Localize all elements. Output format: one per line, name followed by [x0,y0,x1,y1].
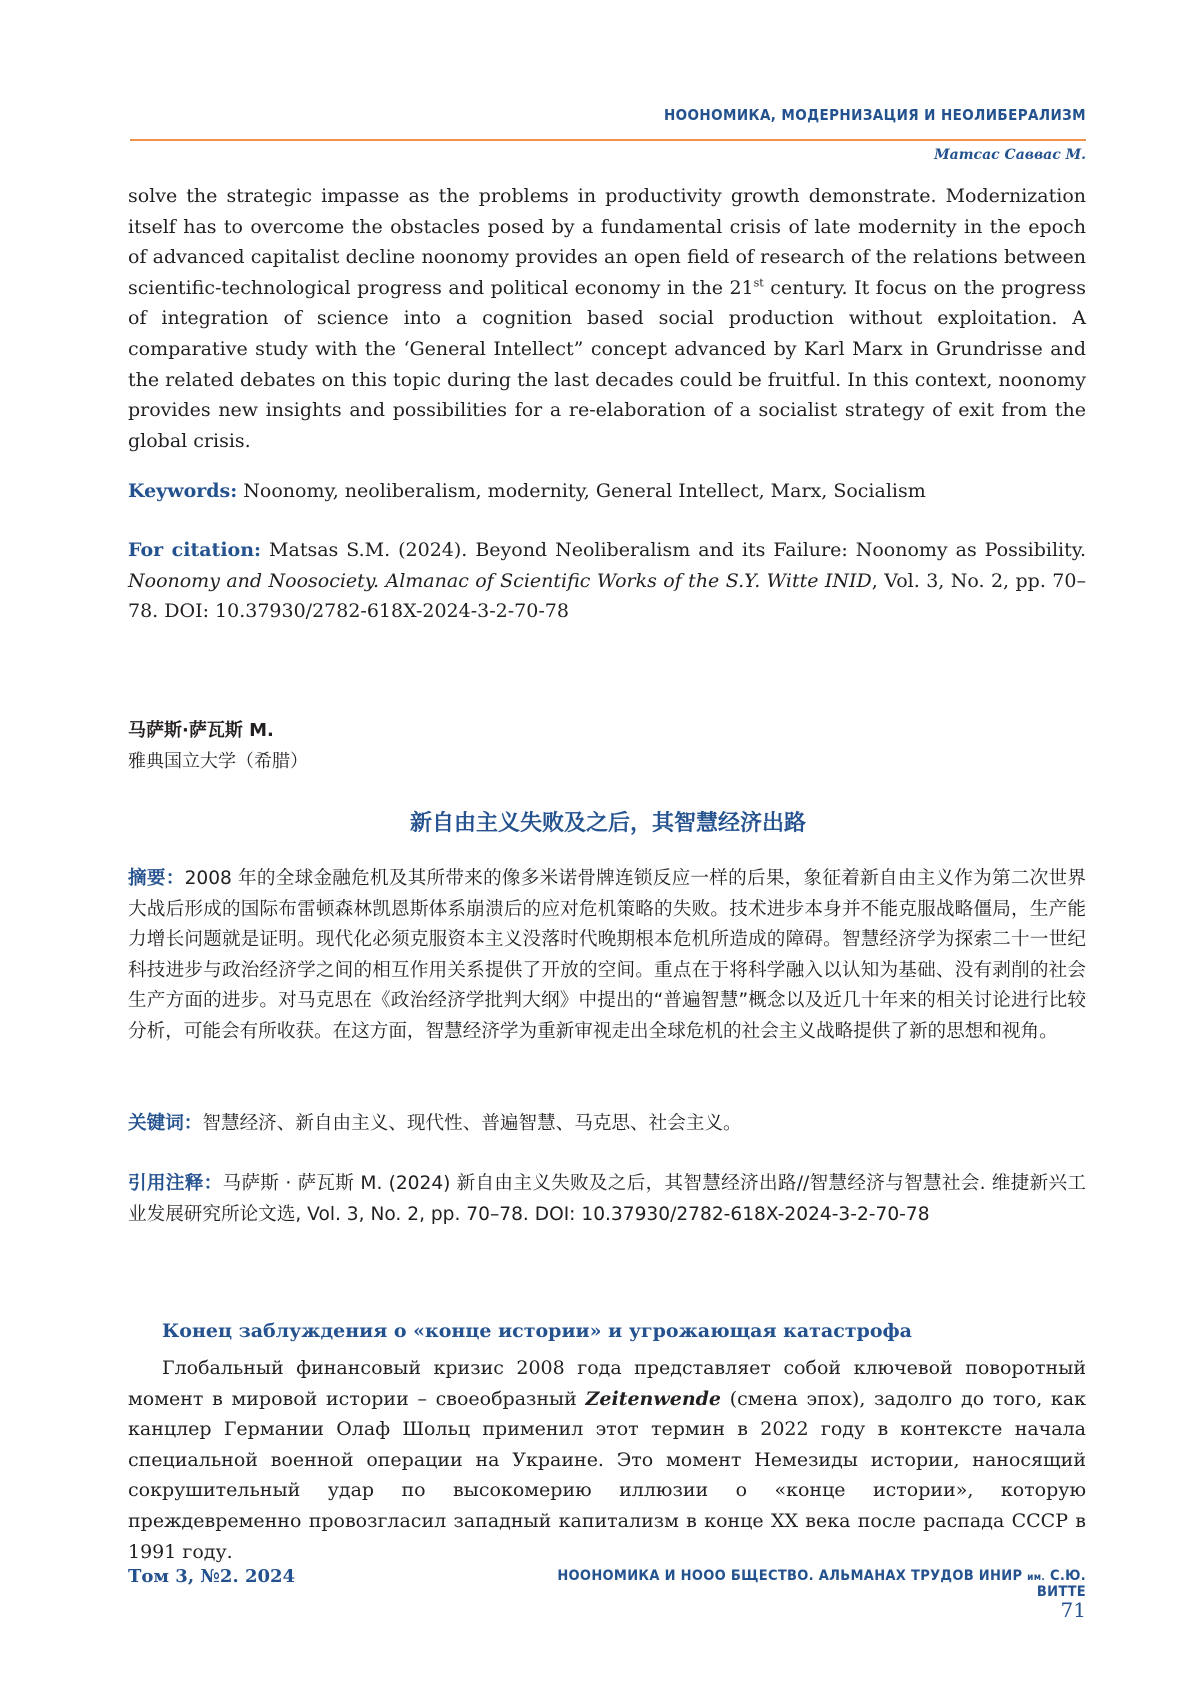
zh-keywords [128,1109,1086,1140]
citation-en-label: For citation: [128,539,262,561]
zh-affiliation: 雅典国立大学（希腊） [128,751,308,772]
keywords-en-value: Noonomy, neoliberalism, modernity, General Intellect, Marx, Socialism [237,480,926,502]
abstract-en-text: solve the strategic impasse as the problems in productivity growth demonstrate. Modernization itself has to overcome the obstacles posed by a fundamental crisis of late modernity in the epoch of advanced capitalist decline noonomy provides an open field of research of the relations between scientific-technological progress and political economy in the 21 [128,185,1086,299]
abstract-en-text-end: century. It focus on the progress of integration of science into a cognition based social production without exploitation. A comparative study with the ‘General Intellect” concept advanced by Karl Marx in Grundrisse and the related debates on this topic during the last decades could be fruitful. In this context, noonomy provides new insights and possibilities for a re-elaboration of a socialist strategy of exit from the global crisis. [128,276,1086,452]
footer-journal [520,1568,1086,1600]
citation-en-text: Matsas S.M. (2024). Beyond Neoliberalism and its Failure: Noonomy as Possibility. [261,539,1086,561]
zh-abstract-text: 2008 年的全球金融危机及其所带来的像多米诺骨牌连锁反应一样的后果，象征着新自由主义作为第二次世界大战后形成的国际布雷顿森林凯恩斯体系崩溃后的应对危机策略的失败。技术进步本身并不能克服战略僵局，生产能力增长问题就是证明。现代化必须克服资本主义没落时代晚期根本危机所造成的障碍。智慧经济学为探索二十一世纪科技进步与政治经济学之间的相互作用关系提供了开放的空间。重点在于将科学融入以认知为基础、没有剥削的社会生产方面的进步。对马克思在《政治经济学批判大纲》中提出的“普遍智慧”概念以及近几十年来的相关讨论进行比较分析，可能会有所收获。在这方面，智慧经济学为重新审视走出全球危机的社会主义战略提供了新的思想和视角。 [128,868,1086,1042]
zh-author: 马萨斯·萨瓦斯 M. [128,720,274,741]
citation-en-text-end: , Vol. 3, No. 2, pp. 70–78. DOI: 10.37930/2782-618X-2024-3-2-70-78 [128,569,1086,623]
section-italic-term: Zeitenwende [585,1387,722,1410]
zh-citation [128,1169,1086,1230]
running-header-title: НООНОМИКА, МОДЕРНИЗАЦИЯ И НЕОЛИБЕРАЛИЗМ [663,106,1086,124]
footer-volume: Том 3, №2. 2024 [128,1566,296,1587]
zh-keywords-value: 智慧经济、新自由主义、现代性、普遍智慧、马克思、社会主义。 [202,1113,742,1134]
section-paragraph [128,1353,1086,1567]
zh-title: 新自由主义失败及之后，其智慧经济出路 [409,811,806,836]
page-number: 71 [1060,1598,1086,1622]
footer-journal-im: им. [1027,1572,1046,1583]
section-text: Глобальный финансовый кризис 2008 года представляет собой ключевой поворотный момент в мировой истории – своеобразный [128,1357,1086,1410]
abstract-en-sup: st [753,276,764,290]
zh-abstract [128,864,1086,1048]
zh-citation-text: 马萨斯 · 萨瓦斯 M. (2024) 新自由主义失败及之后，其智慧经济出路//智慧经济与智慧社会. 维捷新兴工业发展研究所论文选, Vol. 3, No. 2, pp. 70–78. DOI: 10.37930/2782-618X-2024-3-2-70-78 [128,1173,1086,1225]
abstract-en [128,181,1086,456]
keywords-en-label: Keywords: [128,480,238,502]
footer-journal-end: С.Ю. ВИТТЕ [1036,1568,1086,1600]
section-heading: Конец заблуждения о «конце истории» и угрожающая катастрофа [162,1320,912,1342]
citation-en [128,535,1086,627]
header-divider [130,139,1086,141]
footer-journal-text: НООНОМИКА И НООО БЩЕСТВО. АЛЬМАНАХ ТРУДОВ ИНИР [557,1568,1028,1584]
zh-keywords-label: 关键词： [128,1113,203,1134]
section-text-end: (смена эпох), задолго до того, как канцлер Германии Олаф Шольц применил этот термин в 2022 году в контексте начала специальной военной операции на Украине. Это момент Немезиды истории, наносящий сокрушительный удар по высокомерию иллюзии о «конце истории», которую преждевременно провозгласил западный капитализм в конце XX века после распада СССР в 1991 году. [128,1387,1086,1563]
keywords-en [128,476,1086,507]
zh-citation-label: 引用注释： [128,1173,223,1194]
zh-abstract-label: 摘要： [128,868,185,889]
citation-en-journal: Noonomy and Noosociety. Almanac of Scientific Works of the S.Y. Witte INID [128,569,872,592]
running-header-author: Матсас Саввас М. [934,147,1086,163]
